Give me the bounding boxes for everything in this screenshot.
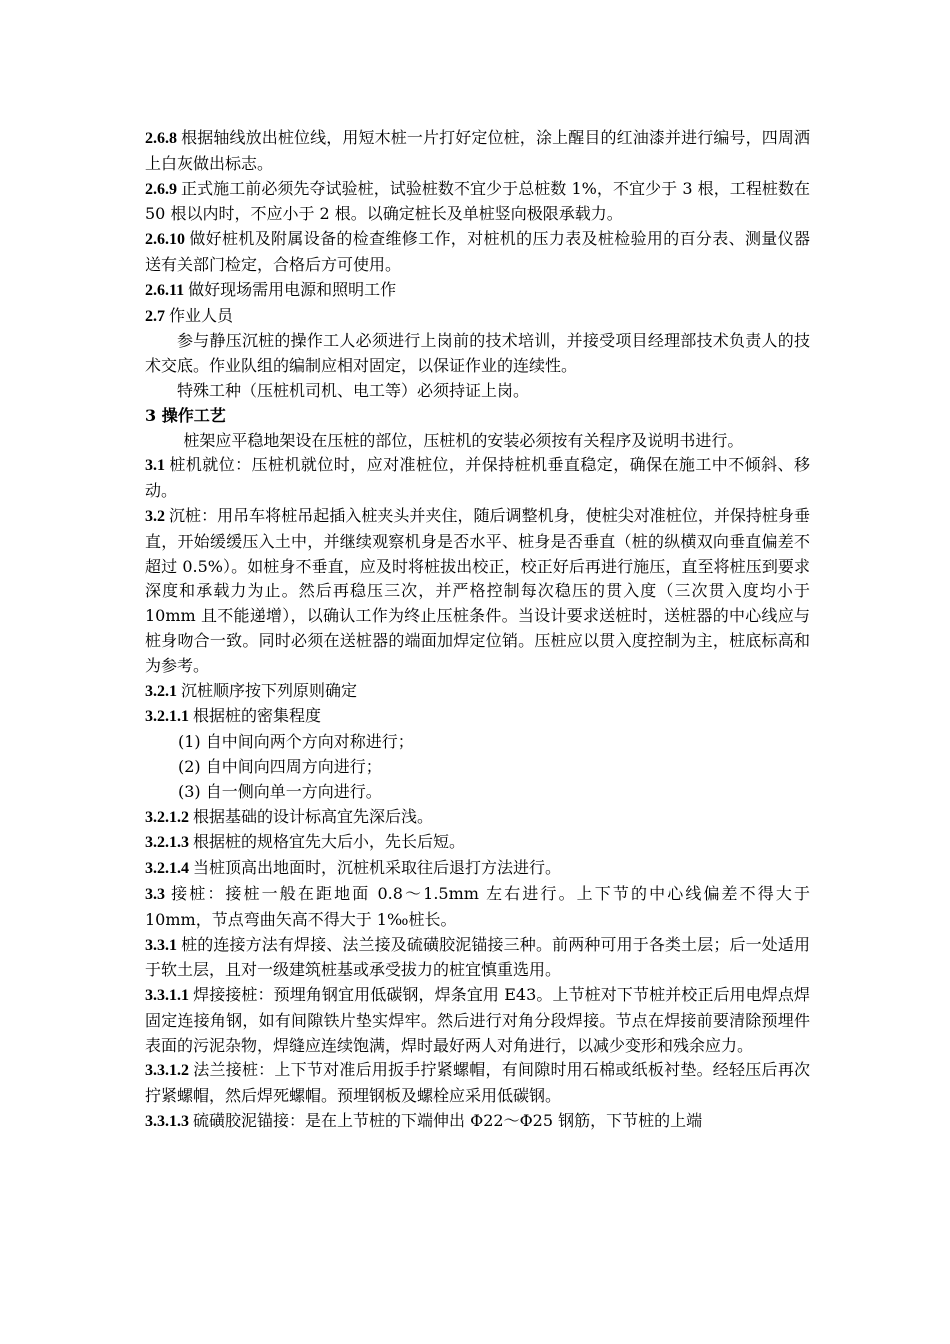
clause-3-1: 3.1 桩机就位：压桩机就位时，应对准桩位，并保持桩机垂直稳定，确保在施工中不倾斜、移动。 bbox=[145, 455, 810, 501]
clause-3-3-1-2: 3.3.1.2 法兰接桩：上下节对准后用扳手拧紧螺帽，有间隙时用石棉或纸板衬垫。经轻压后再次拧紧螺帽，然后焊死螺帽。预埋钢板及螺栓应采用低碳钢。 bbox=[145, 1060, 810, 1106]
clause-3-2-1-2: 3.2.1.2 根据基础的设计标高宜先深后浅。 bbox=[145, 806, 434, 826]
list-item: (1) 自中间向两个方向对称进行； bbox=[178, 732, 414, 752]
clause-3-2: 3.2 沉桩：用吊车将桩吊起插入桩夹头并夹住，随后调整机身，使桩尖对准桩位，并保持桩身垂直，开始缓缓压入土中，并继续观察机身是否水平、桩身是否垂直（桩的纵横双向垂直偏差不超过 0.5%）。如桩身不垂直，应及时将桩拔出校正，校正好后再进行施压，直至将桩压到要求深度和承载力为止。然后再稳压三次，并严格控制每次稳压的贯入度（三次贯入度均小于 10mm 且不能递增），以确认工作为终止压桩条件。当设计要求送桩时，送桩器的中心线应与桩身吻合一致。同时必须在送桩器的端面加焊定位销。压桩应以贯入度控制为主，桩底标高和为参考。 bbox=[145, 505, 810, 675]
list-item: (2) 自中间向四周方向进行； bbox=[178, 756, 382, 776]
clause-2-6-9: 2.6.9 正式施工前必须先夺试验桩，试验桩数不宜少于总桩数 1%，不宜少于 3 根，工程桩数在 50 根以内时，不应小于 2 根。以确定桩长及单桩竖向极限承载力。 bbox=[145, 178, 810, 224]
clause-3-2-1-1: 3.2.1.1 根据桩的密集程度 bbox=[145, 706, 322, 726]
section-3-heading: 3 操作工艺 bbox=[145, 405, 226, 425]
clause-3-2-1: 3.2.1 沉桩顺序按下列原则确定 bbox=[145, 680, 358, 700]
process-intro-paragraph: 桩架应平稳地架设在压桩的部位，压桩机的安装必须按有关程序及说明书进行。 bbox=[183, 430, 744, 450]
clause-2-6-10: 2.6.10 做好桩机及附属设备的检查维修工作，对桩机的压力表及桩检验用的百分表、测量仪器送有关部门检定，合格后方可使用。 bbox=[145, 229, 810, 274]
clause-3-3-1-3: 3.3.1.3 硫磺胶泥锚接：是在上节桩的下端伸出 Φ22～Φ25 钢筋，下节桩的上端 bbox=[145, 1111, 703, 1131]
clause-2-6-8: 2.6.8 根据轴线放出桩位线，用短木桩一片打好定位桩，涂上醒目的红油漆并进行编号，四周洒上白灰做出标志。 bbox=[145, 128, 810, 173]
clause-3-3: 3.3 接桩：接桩一般在距地面 0.8～1.5mm 左右进行。上下节的中心线偏差不得大于 10mm，节点弯曲矢高不得大于 1‰桩长。 bbox=[145, 883, 810, 929]
personnel-paragraph-1: 参与静压沉桩的操作工人必须进行上岗前的技术培训，并接受项目经理部技术负责人的技术交底。作业队组的编制应相对固定，以保证作业的连续性。 bbox=[145, 331, 810, 376]
clause-3-2-1-4: 3.2.1.4 当桩顶高出地面时，沉桩机采取往后退打方法进行。 bbox=[145, 858, 562, 878]
personnel-paragraph-2: 特殊工种（压桩机司机、电工等）必须持证上岗。 bbox=[177, 380, 530, 400]
list-item: (3) 自一侧向单一方向进行。 bbox=[178, 781, 382, 801]
section-2-7-heading: 2.7 作业人员 bbox=[145, 305, 234, 325]
document-page bbox=[145, 126, 810, 1135]
clause-2-6-11: 2.6.11 做好现场需用电源和照明工作 bbox=[145, 279, 397, 299]
clause-3-3-1: 3.3.1 桩的连接方法有焊接、法兰接及硫磺胶泥锚接三种。前两种可用于各类土层；后一处适用于软土层，且对一级建筑桩基或承受拔力的桩宜慎重选用。 bbox=[145, 934, 810, 980]
clause-3-2-1-3: 3.2.1.3 根据桩的规格宜先大后小，先长后短。 bbox=[145, 832, 466, 852]
clause-3-3-1-1: 3.3.1.1 焊接接桩：预埋角钢宜用低碳钢，焊条宜用 E43。上节桩对下节桩并校正后用电焊点焊固定连接角钢，如有间隙铁片垫实焊牢。然后进行对角分段焊接。节点在焊接前要清除预埋件表面的污泥杂物，焊缝应连续饱满，焊时最好两人对角进行，以减少变形和残余应力。 bbox=[145, 985, 810, 1055]
